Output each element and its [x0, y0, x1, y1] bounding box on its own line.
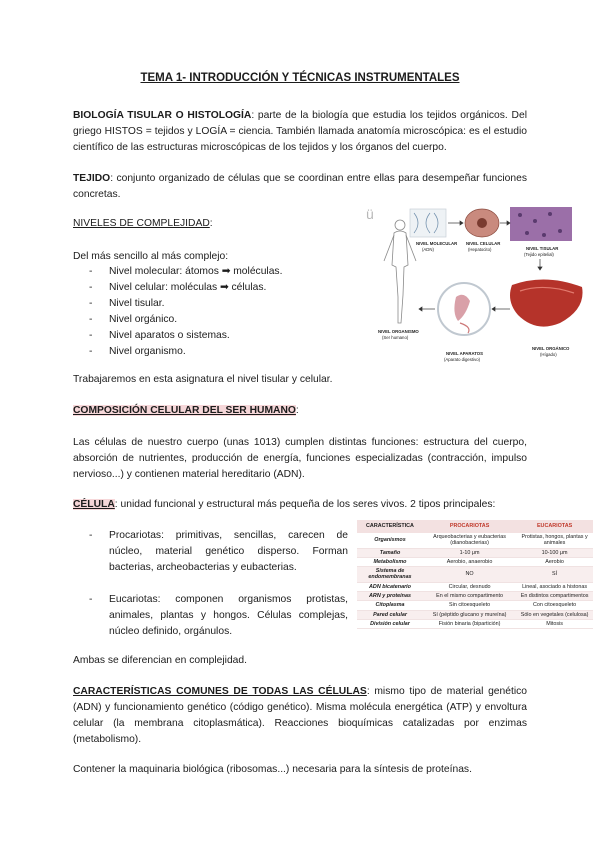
table-row	[357, 592, 593, 601]
liver-illustration	[510, 279, 583, 326]
caracteristicas-text: : mismo tipo de material genético (ADN) y funcionamiento genético (código genético). Misma molécula energética (ATP) y envoltura celular (la membrana citoplasmática). Reacciones bioquímicas catalizadas por enzimas (metabolismo).	[73, 686, 528, 745]
table-cell: Sistema de endomembranas	[357, 567, 423, 583]
label-molecular-sub: (ADN)	[422, 247, 434, 252]
table-cell: Sin citoesqueleto	[423, 601, 516, 610]
table-cell: División celular	[357, 619, 423, 628]
list-item: - Nivel organismo.	[73, 344, 353, 360]
final-paragraph: Contener la maquinaria biológica (ribosomas...) necesaria para la síntesis de proteínas.	[73, 764, 472, 775]
table-cell: Con citoesqueleto	[516, 601, 593, 610]
paragraph-tejido	[73, 171, 527, 203]
niveles-heading-colon: :	[209, 218, 213, 229]
table-header: CARACTERÍSTICA	[357, 520, 423, 533]
list-item: - Nivel orgánico.	[73, 312, 353, 328]
table-cell: Arqueobacterias y eubacterias (dianobacterias)	[423, 533, 516, 548]
table-cell: Sí (péptido glucano y mureína)	[423, 610, 516, 619]
table-cell: Aerobio, anaerobio	[423, 557, 516, 566]
table-row	[357, 557, 593, 566]
list-item: - Eucariotas: componen organismos protistas, animales, plantas y hongos. Células complejas, núcleo definido, orgánulos.	[73, 592, 348, 640]
niveles-outro: Trabajaremos en esta asignatura el nivel tisular y celular.	[73, 374, 333, 385]
composicion-heading-text: COMPOSICIÓN CELULAR DEL SER HUMANO	[73, 405, 296, 416]
list-item: - Nivel molecular: átomos ➡ moléculas.	[73, 264, 353, 280]
label-organico-sub: (Hígado)	[540, 352, 557, 357]
list-item: - Nivel aparatos o sistemas.	[73, 328, 353, 344]
table-cell: Protistas, hongos, plantas y animales	[516, 533, 593, 548]
term-tejido: TEJIDO	[73, 173, 111, 184]
table-header-row	[357, 520, 593, 533]
label-celular: NIVEL CELULAR	[466, 241, 501, 246]
composicion-heading	[73, 403, 527, 419]
table-row	[357, 601, 593, 610]
paragraph-histologia	[73, 108, 527, 156]
table-header: EUCARIOTAS	[516, 520, 593, 533]
caracteristicas-heading: CARACTERÍSTICAS COMUNES DE TODAS LAS CÉLULAS	[73, 686, 367, 697]
table-cell: Sólo en vegetales (celulosa)	[516, 610, 593, 619]
table-row	[357, 610, 593, 619]
table-cell: Fisión binaria (bipartición)	[423, 619, 516, 628]
table-row	[357, 567, 593, 583]
label-molecular: NIVEL MOLECULAR	[416, 241, 458, 246]
definition-histologia: : parte de la biología que estudia los tejidos orgánicos. Del griego HISTOS = tejidos y LOGÍA = ciencia. También llamada anatomía microscópica: es el estudio científico de las estructuras microscópicas de los tejidos y los órganos del cuerpo.	[73, 110, 527, 153]
label-aparatos-sub: (Aparato digestivo)	[444, 357, 481, 362]
levels-of-organization-figure	[360, 205, 592, 370]
composicion-heading-colon: :	[295, 405, 299, 416]
term-histologia: BIOLOGÍA TISULAR O HISTOLOGÍA	[73, 110, 252, 121]
table-cell: En el mismo compartimento	[423, 592, 516, 601]
table-row	[357, 533, 593, 548]
table-cell: Metabolismo	[357, 557, 423, 566]
composicion-paragraph: Las células de nuestro cuerpo (unas 1013) cumplen distintas funciones: estructura del cuerpo, absorción de nutrientes, producción de energía, funciones especializadas (contracción, impulso nervioso...) y contienen material hereditario (ADN).	[73, 437, 527, 480]
niveles-heading-text: NIVELES DE COMPLEJIDAD	[73, 218, 210, 229]
table-cell: NO	[423, 567, 516, 583]
table-cell: Pared celular	[357, 610, 423, 619]
table-cell: 1-10 μm	[423, 548, 516, 557]
table-row	[357, 582, 593, 591]
celula-outro: Ambas se diferencian en complejidad.	[73, 655, 248, 666]
definition-tejido: : conjunto organizado de células que se coordinan entre ellas para desempeñar funciones concretas.	[73, 173, 527, 200]
cell-illustration	[465, 209, 499, 237]
list-item: - Procariotas: primitivas, sencillas, carecen de núcleo, material genético disperso. Forman bacterias, archeobacterias y eubacterias.	[73, 528, 348, 576]
caracteristicas-paragraph	[73, 684, 527, 748]
table-cell: Organismos	[357, 533, 423, 548]
table-cell: ARN y proteínas	[357, 592, 423, 601]
table-cell: ADN bicatenario	[357, 582, 423, 591]
definition-celula: : unidad funcional y estructural más pequeña de los seres vivos. 2 tipos principales:	[114, 499, 496, 510]
table-cell: Circular, desnudo	[423, 582, 516, 591]
table-cell: SÍ	[516, 567, 593, 583]
niveles-heading	[73, 216, 353, 232]
table-cell: Mitosis	[516, 619, 593, 628]
celula-paragraph	[73, 497, 527, 513]
label-tisular: NIVEL TISULAR	[526, 246, 559, 251]
prokaryote-eukaryote-table	[357, 520, 593, 629]
table-row	[357, 619, 593, 628]
label-tisular-sub: (Tejido epitelial)	[524, 252, 554, 257]
label-celular-sub: (Hepatocito)	[468, 247, 492, 252]
term-celula: CÉLULA	[73, 499, 115, 510]
dna-illustration	[410, 209, 446, 237]
figure-logo: ü	[366, 206, 374, 222]
table-row	[357, 548, 593, 557]
tissue-illustration	[510, 207, 572, 241]
table-cell: Citoplasma	[357, 601, 423, 610]
label-organismo: NIVEL ORGANISMO	[378, 329, 419, 334]
table-cell: Aerobio	[516, 557, 593, 566]
label-aparatos: NIVEL APARATOS	[446, 351, 484, 356]
label-organico: NIVEL ORGÁNICO	[532, 346, 570, 351]
niveles-list	[73, 264, 353, 360]
digestive-system-illustration	[438, 283, 490, 335]
list-item: - Nivel celular: moléculas ➡ células.	[73, 280, 353, 296]
table-cell: Tamaño	[357, 548, 423, 557]
table-header: PROCARIOTAS	[423, 520, 516, 533]
list-item: - Nivel tisular.	[73, 296, 353, 312]
table-cell: Lineal, asociado a histonas	[516, 582, 593, 591]
table-cell: En distintos compartimentos	[516, 592, 593, 601]
table-cell: 10-100 μm	[516, 548, 593, 557]
niveles-intro: Del más sencillo al más complejo:	[73, 251, 229, 262]
label-organismo-sub: (Ser humano)	[382, 335, 409, 340]
cell-types-list	[73, 528, 348, 640]
page-title: TEMA 1- INTRODUCCIÓN Y TÉCNICAS INSTRUMENTALES	[140, 72, 460, 84]
